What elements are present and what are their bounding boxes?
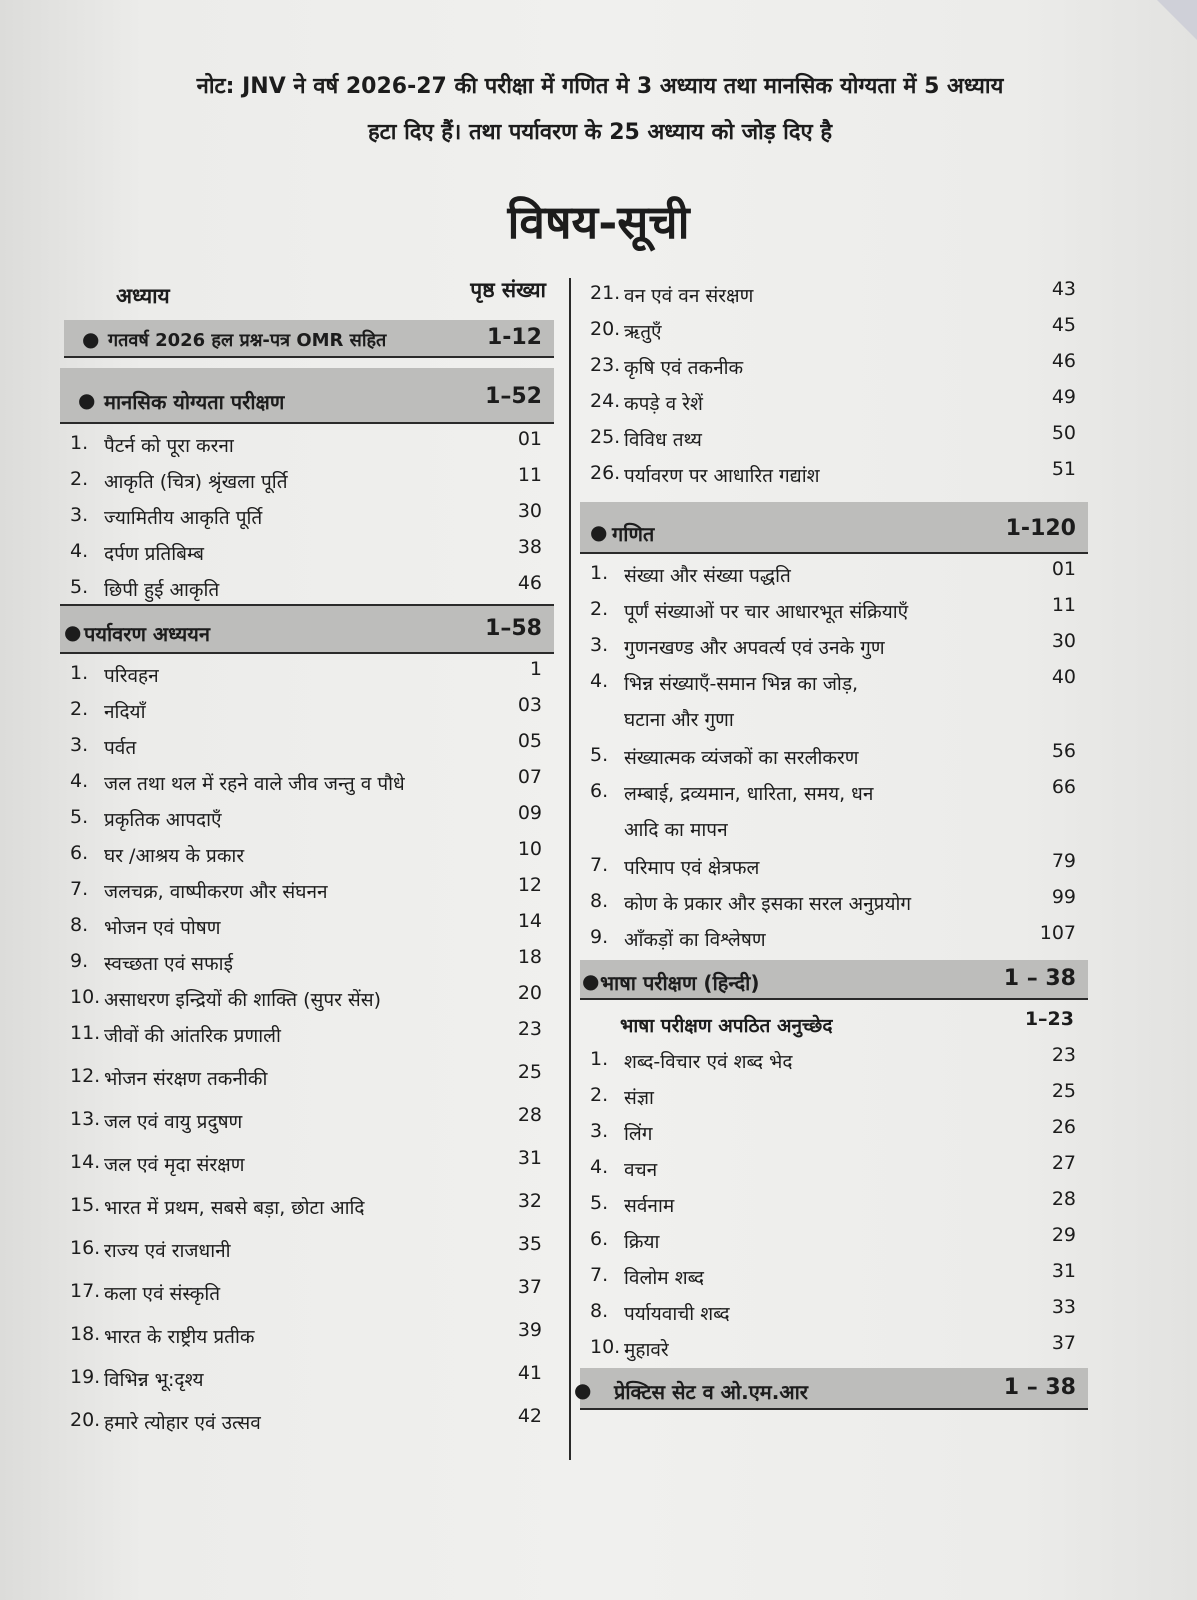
section-pages: 1-12 [486, 325, 542, 350]
section-pages: 1-120 [1005, 516, 1076, 541]
toc-entry [580, 1328, 1088, 1364]
entry-title: कला एवं संस्कृति [104, 1283, 221, 1305]
entry-title: ऋतुएँ [624, 321, 662, 343]
entry-title: पूर्णं संख्याओं पर चार आधारभूत संक्रियाएँ [624, 601, 909, 623]
entry-number: 20. [590, 318, 621, 340]
entry-page: 29 [1051, 1224, 1076, 1246]
bullet-icon: ● [582, 969, 600, 993]
entry-title: परिवहन [104, 665, 159, 687]
entry-title: विभिन्न भू:दृश्य [104, 1369, 204, 1391]
entry-page: 66 [1051, 776, 1076, 798]
entry-number: 7. [590, 854, 609, 876]
entry-number: 6. [590, 780, 609, 802]
section-practice-set [574, 1368, 1088, 1410]
toc-entry [580, 1040, 1088, 1076]
section-label: प्रेक्टिस सेट व ओ.एम.आर [614, 1380, 808, 1404]
entry-title: हमारे त्योहार एवं उत्सव [104, 1412, 261, 1434]
toc-entry [580, 662, 1088, 736]
entry-title: ज्यामितीय आकृति पूर्ति [104, 507, 263, 529]
entry-title: कोण के प्रकार और इसका सरल अनुप्रयोग [624, 893, 912, 915]
entry-title: विलोम शब्द [624, 1267, 705, 1289]
toc-entry [60, 1057, 554, 1100]
entry-page: 79 [1051, 850, 1076, 872]
entry-number: 9. [70, 950, 89, 972]
entry-number: 5. [70, 806, 89, 828]
toc-entry [60, 654, 554, 690]
toc-entry [580, 1256, 1088, 1292]
bullet-icon: ● [82, 327, 100, 351]
entry-number: 25. [590, 426, 621, 448]
entry-title: संज्ञा [624, 1087, 654, 1109]
toc-entry [60, 1186, 554, 1229]
toc-entry [580, 274, 1088, 310]
entry-title: भिन्न संख्याएँ-समान भिन्न का जोड़, [624, 673, 859, 695]
entry-number: 23. [590, 354, 621, 376]
entry-page: 37 [1051, 1332, 1076, 1354]
section-prev-year [64, 320, 554, 358]
entry-page: 99 [1051, 886, 1076, 908]
toc-entry [580, 1148, 1088, 1184]
entry-number: 2. [590, 598, 609, 620]
entry-number: 6. [70, 842, 89, 864]
entry-title: छिपी हुई आकृति [104, 579, 220, 601]
entry-title: नदियाँ [104, 701, 146, 723]
toc-entry [580, 736, 1088, 772]
entry-title: पर्वत [104, 737, 137, 759]
environment-continued-list [580, 274, 1088, 490]
entry-title: जलचक्र, वाष्पीकरण और संघनन [104, 881, 328, 903]
entry-title: लम्बाई, द्रव्यमान, धारिता, समय, धन [624, 783, 874, 805]
entry-number: 10. [70, 986, 101, 1008]
entry-title-continued: आदि का मापन [624, 819, 728, 841]
entry-page: 49 [1051, 386, 1076, 408]
entry-title: लिंग [624, 1123, 653, 1145]
entry-number: 4. [70, 770, 89, 792]
section-label: भाषा परीक्षण (हिन्दी) [600, 971, 760, 995]
hindi-subheading [580, 1000, 1088, 1040]
toc-entry [580, 346, 1088, 382]
entry-page: 25 [1051, 1080, 1076, 1102]
entry-number: 5. [70, 576, 89, 598]
entry-number: 1. [70, 432, 89, 454]
toc-entry [60, 690, 554, 726]
entry-number: 8. [590, 1300, 609, 1322]
entry-number: 7. [590, 1264, 609, 1286]
toc-entry [580, 310, 1088, 346]
hindi-list [580, 1040, 1088, 1364]
toc-entry [580, 554, 1088, 590]
toc-entry [580, 918, 1088, 954]
entry-page: 46 [517, 572, 542, 594]
entry-number: 26. [590, 462, 621, 484]
entry-number: 7. [70, 878, 89, 900]
toc-entry [60, 726, 554, 762]
entry-number: 3. [590, 1120, 609, 1142]
bullet-icon: ● [64, 620, 82, 644]
toc-entry [60, 1358, 554, 1401]
entry-number: 8. [70, 914, 89, 936]
entry-number: 3. [70, 504, 89, 526]
entry-number: 2. [70, 698, 89, 720]
entry-number: 3. [70, 734, 89, 756]
entry-page: 01 [1051, 558, 1076, 580]
note [80, 64, 1120, 156]
section-pages: 1 – 38 [1003, 1375, 1076, 1400]
subheading-pages: 1–23 [1024, 1008, 1074, 1030]
entry-title: वन एवं वन संरक्षण [624, 285, 754, 307]
entry-page: 05 [517, 730, 542, 752]
section-pages: 1–58 [485, 616, 542, 641]
section-mathematics [580, 502, 1088, 554]
entry-title: मुहावरे [624, 1339, 669, 1361]
toc-entry [60, 568, 554, 604]
entry-number: 1. [590, 1048, 609, 1070]
toc-entry [60, 906, 554, 942]
toc-entry [60, 798, 554, 834]
column-divider [569, 278, 571, 1460]
entry-title: क्रिया [624, 1231, 660, 1253]
entry-number: 6. [590, 1228, 609, 1250]
entry-title: पर्यावरण पर आधारित गद्यांश [624, 465, 820, 487]
entry-page: 11 [1051, 594, 1076, 616]
toc-entry [60, 1272, 554, 1315]
entry-page: 26 [1051, 1116, 1076, 1138]
entry-page: 20 [517, 982, 542, 1004]
entry-number: 2. [70, 468, 89, 490]
toc-entry [60, 978, 554, 1014]
entry-number: 14. [70, 1151, 101, 1173]
entry-number: 4. [590, 670, 609, 692]
entry-page: 40 [1051, 666, 1076, 688]
entry-number: 1. [70, 662, 89, 684]
entry-page: 11 [517, 464, 542, 486]
entry-number: 3. [590, 634, 609, 656]
page-corner [1157, 0, 1197, 40]
section-hindi [580, 960, 1088, 1000]
entry-page: 12 [517, 874, 542, 896]
bullet-icon: ● [574, 1378, 592, 1402]
section-environment [60, 606, 554, 654]
entry-title: पर्यायवाची शब्द [624, 1303, 730, 1325]
entry-page: 42 [517, 1405, 542, 1427]
entry-page: 37 [517, 1276, 542, 1298]
toc-entry [60, 424, 554, 460]
entry-title: आकृति (चित्र) श्रृंखला पूर्ति [104, 471, 288, 493]
entry-page: 43 [1051, 278, 1076, 300]
entry-page: 14 [517, 910, 542, 932]
entry-title-continued: घटाना और गुणा [624, 709, 734, 731]
entry-number: 12. [70, 1065, 101, 1087]
section-label: गणित [612, 522, 655, 546]
toc-entry [580, 590, 1088, 626]
page-number-heading: पृष्ठ संख्या [470, 278, 546, 302]
mathematics-list [580, 554, 1088, 954]
toc-entry [580, 1292, 1088, 1328]
entry-page: 35 [517, 1233, 542, 1255]
entry-page: 23 [1051, 1044, 1076, 1066]
toc-entry [60, 1014, 554, 1057]
chapter-heading: अध्याय [116, 284, 170, 308]
toc-entry [60, 532, 554, 568]
entry-title: आँकड़ों का विश्लेषण [624, 929, 766, 951]
entry-page: 07 [517, 766, 542, 788]
entry-page: 107 [1039, 922, 1076, 944]
toc-entry [580, 1076, 1088, 1112]
entry-page: 30 [517, 500, 542, 522]
section-label: मानसिक योग्यता परीक्षण [104, 390, 285, 414]
entry-page: 28 [1051, 1188, 1076, 1210]
entry-page: 10 [517, 838, 542, 860]
column-header [60, 270, 554, 320]
entry-number: 13. [70, 1108, 101, 1130]
entry-page: 1 [529, 658, 542, 680]
toc-entry [580, 418, 1088, 454]
entry-page: 28 [517, 1104, 542, 1126]
toc-entry [580, 454, 1088, 490]
section-label: गतवर्ष 2026 हल प्रश्न-पत्र OMR सहित [108, 330, 387, 351]
mental-ability-list [60, 424, 554, 604]
entry-title: राज्य एवं राजधानी [104, 1240, 231, 1262]
entry-title: प्रकृतिक आपदाएँ [104, 809, 222, 831]
entry-title: घर /आश्रय के प्रकार [104, 845, 245, 867]
entry-page: 45 [1051, 314, 1076, 336]
entry-number: 4. [70, 540, 89, 562]
entry-page: 33 [1051, 1296, 1076, 1318]
entry-page: 56 [1051, 740, 1076, 762]
entry-title: असाधरण इन्द्रियों की शाक्ति (सुपर सेंस) [104, 989, 382, 1011]
toc-entry [580, 772, 1088, 846]
entry-number: 9. [590, 926, 609, 948]
entry-number: 17. [70, 1280, 101, 1302]
toc-entry [60, 460, 554, 496]
entry-number: 20. [70, 1409, 101, 1431]
toc-entry [60, 942, 554, 978]
entry-number: 16. [70, 1237, 101, 1259]
entry-title: गुणनखण्ड और अपवर्त्य एवं उनके गुण [624, 637, 885, 659]
entry-title: संख्यात्मक व्यंजकों का सरलीकरण [624, 747, 859, 769]
entry-number: 11. [70, 1022, 101, 1044]
entry-page: 23 [517, 1018, 542, 1040]
entry-page: 03 [517, 694, 542, 716]
toc-entry [60, 1143, 554, 1186]
entry-page: 39 [517, 1319, 542, 1341]
entry-page: 38 [517, 536, 542, 558]
entry-page: 31 [517, 1147, 542, 1169]
toc-entry [60, 496, 554, 532]
entry-page: 46 [1051, 350, 1076, 372]
entry-title: शब्द-विचार एवं शब्द भेद [624, 1051, 793, 1073]
right-column [574, 270, 1088, 1410]
entry-page: 09 [517, 802, 542, 824]
entry-number: 4. [590, 1156, 609, 1178]
section-label: पर्यावरण अध्ययन [84, 622, 210, 646]
entry-page: 31 [1051, 1260, 1076, 1282]
entry-number: 24. [590, 390, 621, 412]
entry-title: कृषि एवं तकनीक [624, 357, 744, 379]
environment-list [60, 654, 554, 1444]
entry-title: वचन [624, 1159, 658, 1181]
toc-entry [60, 762, 554, 798]
entry-title: जल एवं मृदा संरक्षण [104, 1154, 245, 1176]
entry-page: 51 [1051, 458, 1076, 480]
entry-title: भारत में प्रथम, सबसे बड़ा, छोटा आदि [104, 1197, 365, 1219]
entry-number: 10. [590, 1336, 621, 1358]
entry-page: 30 [1051, 630, 1076, 652]
section-pages: 1 – 38 [1003, 966, 1076, 991]
note-line-1: नोट: JNV ने वर्ष 2026-27 की परीक्षा में गणित मे 3 अध्याय तथा मानसिक योग्यता में 5 अध्याय [196, 74, 1004, 99]
entry-title: भोजन संरक्षण तकनीकी [104, 1068, 268, 1090]
entry-title: पैटर्न को पूरा करना [104, 435, 234, 457]
entry-title: सर्वनाम [624, 1195, 675, 1217]
toc-entry [580, 382, 1088, 418]
left-column [60, 270, 554, 1444]
section-pages: 1–52 [485, 384, 542, 409]
entry-title: विविध तथ्य [624, 429, 702, 451]
entry-page: 27 [1051, 1152, 1076, 1174]
entry-title: जल एवं वायु प्रदुषण [104, 1111, 243, 1133]
entry-page: 32 [517, 1190, 542, 1212]
entry-title: जल तथा थल में रहने वाले जीव जन्तु व पौधे [104, 773, 405, 795]
toc-entry [580, 1184, 1088, 1220]
page-title: विषय-सूची [507, 195, 690, 249]
toc-entry [580, 882, 1088, 918]
entry-title: भारत के राष्ट्रीय प्रतीक [104, 1326, 255, 1348]
entry-number: 19. [70, 1366, 101, 1388]
entry-number: 18. [70, 1323, 101, 1345]
entry-number: 15. [70, 1194, 101, 1216]
entry-title: कपड़े व रेशें [624, 393, 703, 415]
bullet-icon: ● [78, 388, 96, 412]
entry-number: 2. [590, 1084, 609, 1106]
subheading-label: भाषा परीक्षण अपठित अनुच्छेद [620, 1015, 833, 1037]
entry-title: संख्या और संख्या पद्धति [624, 565, 791, 587]
toc-entry [60, 1315, 554, 1358]
entry-page: 41 [517, 1362, 542, 1384]
toc-entry [60, 870, 554, 906]
toc-entry [580, 626, 1088, 662]
entry-number: 5. [590, 1192, 609, 1214]
entry-page: 25 [517, 1061, 542, 1083]
entry-number: 21. [590, 282, 621, 304]
entry-title: परिमाप एवं क्षेत्रफल [624, 857, 760, 879]
entry-page: 18 [517, 946, 542, 968]
entry-title: जीवों की आंतरिक प्रणाली [104, 1025, 281, 1047]
note-line-2: हटा दिए हैं। तथा पर्यावरण के 25 अध्याय को जोड़ दिए है [367, 120, 833, 145]
entry-title: भोजन एवं पोषण [104, 917, 221, 939]
toc-entry [60, 834, 554, 870]
toc-entry [60, 1401, 554, 1444]
entry-title: स्वच्छता एवं सफाई [104, 953, 233, 975]
entry-number: 5. [590, 744, 609, 766]
toc-entry [60, 1100, 554, 1143]
entry-title: दर्पण प्रतिबिम्ब [104, 543, 205, 565]
toc-entry [580, 1220, 1088, 1256]
entry-page: 01 [517, 428, 542, 450]
toc-entry [60, 1229, 554, 1272]
entry-page: 50 [1051, 422, 1076, 444]
toc-entry [580, 846, 1088, 882]
bullet-icon: ● [590, 520, 608, 544]
toc-entry [580, 1112, 1088, 1148]
entry-number: 1. [590, 562, 609, 584]
entry-number: 8. [590, 890, 609, 912]
section-mental-ability [60, 368, 554, 424]
